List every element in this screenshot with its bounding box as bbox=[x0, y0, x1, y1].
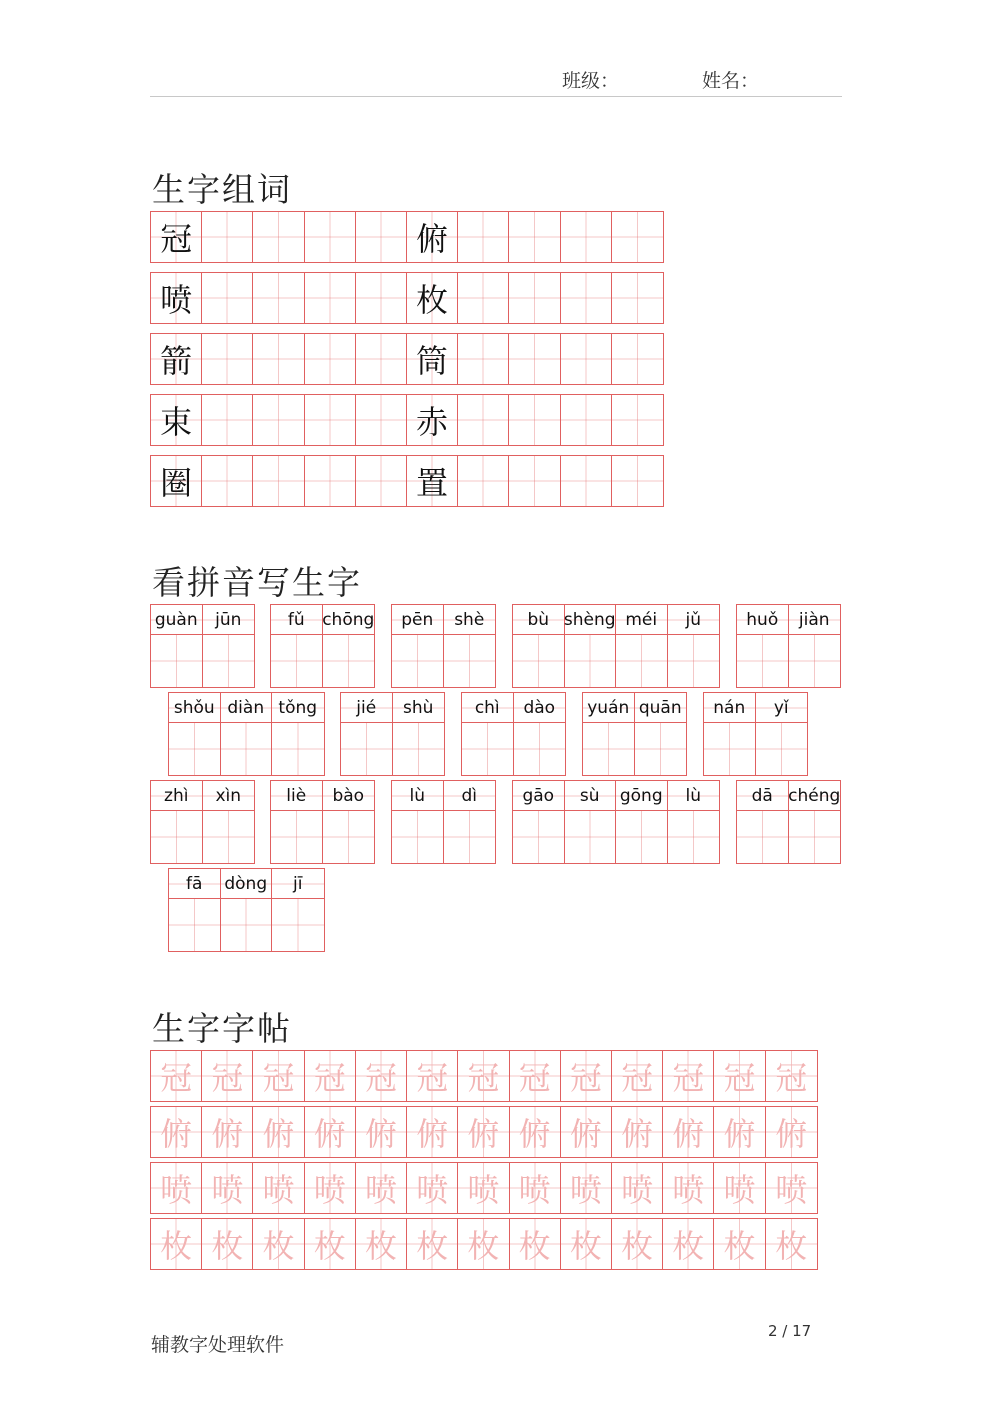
writing-cell[interactable] bbox=[668, 635, 720, 687]
writing-cell[interactable] bbox=[561, 456, 612, 506]
tracing-cell[interactable]: 喷 bbox=[407, 1163, 458, 1213]
pinyin-label: chì bbox=[462, 693, 513, 723]
writing-cell[interactable] bbox=[202, 273, 253, 323]
tracing-cell[interactable]: 冠 bbox=[151, 1051, 202, 1101]
writing-cell[interactable] bbox=[513, 811, 564, 863]
tracing-cell[interactable]: 喷 bbox=[253, 1163, 304, 1213]
writing-cell[interactable] bbox=[169, 899, 220, 951]
tracing-cell[interactable]: 枚 bbox=[356, 1219, 407, 1269]
writing-cell[interactable] bbox=[151, 212, 202, 262]
tracing-cell[interactable]: 喷 bbox=[510, 1163, 561, 1213]
writing-cell[interactable] bbox=[323, 811, 375, 863]
word-building-row bbox=[150, 272, 664, 324]
pinyin-column bbox=[271, 781, 323, 863]
pinyin-label: shǒu bbox=[169, 693, 220, 723]
writing-cell[interactable] bbox=[341, 723, 392, 775]
word-building-row bbox=[150, 333, 664, 385]
pinyin-column bbox=[221, 693, 273, 775]
tracing-cell[interactable]: 枚 bbox=[305, 1219, 356, 1269]
pinyin-column bbox=[513, 605, 565, 687]
writing-cell[interactable] bbox=[272, 899, 324, 951]
pinyin-label: zhì bbox=[151, 781, 202, 811]
tracing-cell[interactable]: 枚 bbox=[766, 1219, 817, 1269]
tracing-cell[interactable]: 枚 bbox=[612, 1219, 663, 1269]
pinyin-column bbox=[704, 693, 756, 775]
writing-cell[interactable] bbox=[561, 212, 612, 262]
pinyin-label: jié bbox=[341, 693, 392, 723]
pinyin-label: pēn bbox=[392, 605, 443, 635]
writing-cell[interactable] bbox=[253, 273, 304, 323]
pinyin-column bbox=[393, 693, 445, 775]
tracing-cell[interactable]: 俯 bbox=[458, 1107, 509, 1157]
pinyin-label: xìn bbox=[203, 781, 255, 811]
pinyin-column bbox=[756, 693, 808, 775]
pinyin-label: bù bbox=[513, 605, 564, 635]
pinyin-column bbox=[789, 605, 841, 687]
writing-cell[interactable] bbox=[509, 456, 560, 506]
pinyin-column bbox=[392, 605, 444, 687]
tracing-cell[interactable]: 俯 bbox=[766, 1107, 817, 1157]
tracing-cell[interactable]: 俯 bbox=[407, 1107, 458, 1157]
pinyin-column bbox=[151, 781, 203, 863]
writing-cell[interactable] bbox=[151, 395, 202, 445]
pinyin-column bbox=[272, 869, 324, 951]
writing-cell[interactable] bbox=[583, 723, 634, 775]
pinyin-label: fǔ bbox=[271, 605, 322, 635]
pinyin-label: sù bbox=[565, 781, 616, 811]
tracing-cell[interactable]: 喷 bbox=[305, 1163, 356, 1213]
writing-cell[interactable] bbox=[458, 395, 509, 445]
writing-cell[interactable] bbox=[202, 395, 253, 445]
writing-cell[interactable] bbox=[509, 334, 560, 384]
character: 圈 bbox=[160, 464, 193, 502]
pinyin-group bbox=[150, 780, 255, 864]
writing-cell[interactable] bbox=[789, 635, 841, 687]
pinyin-group bbox=[582, 692, 687, 776]
writing-cell[interactable] bbox=[305, 212, 356, 262]
writing-cell[interactable] bbox=[356, 395, 407, 445]
pinyin-label: shù bbox=[393, 693, 445, 723]
pinyin-column bbox=[203, 781, 255, 863]
pinyin-group bbox=[340, 692, 445, 776]
writing-cell[interactable] bbox=[151, 334, 202, 384]
writing-cell[interactable] bbox=[305, 456, 356, 506]
pinyin-column bbox=[635, 693, 687, 775]
character: 赤 bbox=[416, 403, 449, 441]
pinyin-label: dòng bbox=[221, 869, 272, 899]
pinyin-column bbox=[616, 781, 668, 863]
writing-cell[interactable] bbox=[151, 273, 202, 323]
tracing-cell[interactable]: 冠 bbox=[356, 1051, 407, 1101]
tracing-cell[interactable]: 冠 bbox=[612, 1051, 663, 1101]
pinyin-label: chéng bbox=[789, 781, 841, 811]
writing-cell[interactable] bbox=[509, 395, 560, 445]
tracing-cell[interactable]: 俯 bbox=[663, 1107, 714, 1157]
copybook-row bbox=[150, 1218, 818, 1270]
writing-cell[interactable] bbox=[407, 456, 458, 506]
writing-cell[interactable] bbox=[169, 723, 220, 775]
tracing-cell[interactable]: 枚 bbox=[561, 1219, 612, 1269]
tracing-cell[interactable]: 俯 bbox=[612, 1107, 663, 1157]
tracing-cell[interactable]: 俯 bbox=[305, 1107, 356, 1157]
section-title-copybook: 生字字帖 bbox=[152, 1009, 292, 1048]
writing-cell[interactable] bbox=[407, 334, 458, 384]
pinyin-label: lù bbox=[668, 781, 720, 811]
writing-cell[interactable] bbox=[514, 723, 566, 775]
pinyin-label: huǒ bbox=[737, 605, 788, 635]
character: 喷 bbox=[160, 281, 193, 319]
tracing-cell[interactable]: 冠 bbox=[714, 1051, 765, 1101]
writing-cell[interactable] bbox=[509, 273, 560, 323]
tracing-cell[interactable]: 枚 bbox=[407, 1219, 458, 1269]
writing-cell[interactable] bbox=[202, 212, 253, 262]
character: 冠 bbox=[160, 220, 193, 258]
writing-cell[interactable] bbox=[202, 334, 253, 384]
tracing-cell[interactable]: 枚 bbox=[253, 1219, 304, 1269]
pinyin-column bbox=[514, 693, 566, 775]
section-title-word-building: 生字组词 bbox=[152, 170, 292, 209]
section-title-pinyin: 看拼音写生字 bbox=[152, 563, 362, 602]
pinyin-label: shè bbox=[444, 605, 496, 635]
writing-cell[interactable] bbox=[737, 811, 788, 863]
writing-cell[interactable] bbox=[305, 334, 356, 384]
writing-cell[interactable] bbox=[392, 635, 443, 687]
writing-cell[interactable] bbox=[565, 635, 616, 687]
writing-cell[interactable] bbox=[612, 273, 663, 323]
tracing-cell[interactable]: 俯 bbox=[510, 1107, 561, 1157]
pinyin-label: jiàn bbox=[789, 605, 841, 635]
tracing-cell[interactable]: 俯 bbox=[356, 1107, 407, 1157]
pinyin-column bbox=[271, 605, 323, 687]
pinyin-label: bào bbox=[323, 781, 375, 811]
writing-cell[interactable] bbox=[561, 273, 612, 323]
writing-cell[interactable] bbox=[203, 811, 255, 863]
tracing-cell[interactable]: 冠 bbox=[766, 1051, 817, 1101]
header-divider bbox=[150, 96, 842, 97]
tracing-cell[interactable]: 喷 bbox=[356, 1163, 407, 1213]
class-label: 班级： bbox=[562, 70, 620, 92]
writing-cell[interactable] bbox=[271, 635, 322, 687]
pinyin-column bbox=[323, 605, 375, 687]
writing-cell[interactable] bbox=[444, 635, 496, 687]
pinyin-group bbox=[512, 604, 720, 688]
pinyin-column bbox=[444, 605, 496, 687]
tracing-cell[interactable]: 冠 bbox=[458, 1051, 509, 1101]
writing-cell[interactable] bbox=[513, 635, 564, 687]
pinyin-label: yǐ bbox=[756, 693, 808, 723]
character: 束 bbox=[160, 403, 193, 441]
pinyin-column bbox=[203, 605, 255, 687]
writing-cell[interactable] bbox=[407, 395, 458, 445]
tracing-cell[interactable]: 俯 bbox=[202, 1107, 253, 1157]
copybook-row bbox=[150, 1162, 818, 1214]
pinyin-label: dào bbox=[514, 693, 566, 723]
pinyin-label: liè bbox=[271, 781, 322, 811]
writing-cell[interactable] bbox=[458, 334, 509, 384]
pinyin-column bbox=[668, 781, 720, 863]
tracing-cell[interactable]: 俯 bbox=[561, 1107, 612, 1157]
writing-cell[interactable] bbox=[612, 212, 663, 262]
pinyin-label: shèng bbox=[565, 605, 616, 635]
tracing-cell[interactable]: 冠 bbox=[253, 1051, 304, 1101]
writing-cell[interactable] bbox=[704, 723, 755, 775]
pinyin-label: méi bbox=[616, 605, 667, 635]
pinyin-column bbox=[221, 869, 273, 951]
pinyin-label: guàn bbox=[151, 605, 202, 635]
tracing-cell[interactable]: 喷 bbox=[151, 1163, 202, 1213]
pinyin-column bbox=[169, 869, 221, 951]
pinyin-group bbox=[270, 604, 375, 688]
pinyin-label: jī bbox=[272, 869, 324, 899]
tracing-cell[interactable]: 喷 bbox=[202, 1163, 253, 1213]
word-building-row bbox=[150, 211, 664, 263]
footer-software-name: 辅教字处理软件 bbox=[151, 1334, 285, 1356]
pinyin-group bbox=[736, 780, 841, 864]
pinyin-label: dā bbox=[737, 781, 788, 811]
tracing-cell[interactable]: 冠 bbox=[305, 1051, 356, 1101]
writing-cell[interactable] bbox=[462, 723, 513, 775]
writing-cell[interactable] bbox=[565, 811, 616, 863]
pinyin-group bbox=[461, 692, 566, 776]
name-label: 姓名： bbox=[702, 70, 760, 92]
tracing-cell[interactable]: 冠 bbox=[561, 1051, 612, 1101]
pinyin-column bbox=[737, 605, 789, 687]
tracing-cell[interactable]: 枚 bbox=[510, 1219, 561, 1269]
writing-cell[interactable] bbox=[444, 811, 496, 863]
tracing-cell[interactable]: 喷 bbox=[612, 1163, 663, 1213]
writing-cell[interactable] bbox=[203, 635, 255, 687]
writing-cell[interactable] bbox=[393, 723, 445, 775]
tracing-cell[interactable]: 冠 bbox=[510, 1051, 561, 1101]
character: 箭 bbox=[160, 342, 193, 380]
tracing-cell[interactable]: 枚 bbox=[663, 1219, 714, 1269]
writing-cell[interactable] bbox=[737, 635, 788, 687]
writing-cell[interactable] bbox=[458, 273, 509, 323]
pinyin-group bbox=[736, 604, 841, 688]
word-building-row bbox=[150, 455, 664, 507]
tracing-cell[interactable]: 枚 bbox=[714, 1219, 765, 1269]
copybook-row bbox=[150, 1106, 818, 1158]
writing-cell[interactable] bbox=[221, 723, 272, 775]
pinyin-group bbox=[391, 604, 496, 688]
writing-cell[interactable] bbox=[253, 395, 304, 445]
pinyin-group bbox=[150, 604, 255, 688]
pinyin-column bbox=[668, 605, 720, 687]
writing-cell[interactable] bbox=[253, 456, 304, 506]
tracing-cell[interactable]: 俯 bbox=[253, 1107, 304, 1157]
writing-cell[interactable] bbox=[756, 723, 808, 775]
page-number: 2 / 17 bbox=[768, 1322, 812, 1340]
pinyin-label: nán bbox=[704, 693, 755, 723]
writing-cell[interactable] bbox=[789, 811, 841, 863]
writing-cell[interactable] bbox=[151, 635, 202, 687]
writing-cell[interactable] bbox=[561, 334, 612, 384]
writing-cell[interactable] bbox=[668, 811, 720, 863]
writing-cell[interactable] bbox=[356, 212, 407, 262]
writing-cell[interactable] bbox=[271, 811, 322, 863]
pinyin-column bbox=[444, 781, 496, 863]
tracing-cell[interactable]: 俯 bbox=[714, 1107, 765, 1157]
writing-cell[interactable] bbox=[612, 456, 663, 506]
pinyin-label: gāo bbox=[513, 781, 564, 811]
pinyin-column bbox=[392, 781, 444, 863]
character: 俯 bbox=[416, 220, 449, 258]
pinyin-column bbox=[583, 693, 635, 775]
pinyin-column bbox=[789, 781, 841, 863]
character: 筒 bbox=[416, 342, 449, 380]
pinyin-column bbox=[565, 605, 617, 687]
writing-cell[interactable] bbox=[272, 723, 324, 775]
pinyin-column bbox=[513, 781, 565, 863]
writing-cell[interactable] bbox=[221, 899, 272, 951]
pinyin-label: dì bbox=[444, 781, 496, 811]
character: 置 bbox=[416, 464, 449, 502]
pinyin-label: lù bbox=[392, 781, 443, 811]
tracing-cell[interactable]: 枚 bbox=[458, 1219, 509, 1269]
word-building-row bbox=[150, 394, 664, 446]
pinyin-column bbox=[341, 693, 393, 775]
writing-cell[interactable] bbox=[305, 273, 356, 323]
pinyin-column bbox=[151, 605, 203, 687]
writing-cell[interactable] bbox=[561, 395, 612, 445]
writing-cell[interactable] bbox=[253, 212, 304, 262]
writing-cell[interactable] bbox=[356, 273, 407, 323]
writing-cell[interactable] bbox=[458, 212, 509, 262]
writing-cell[interactable] bbox=[356, 334, 407, 384]
pinyin-label: jūn bbox=[203, 605, 255, 635]
copybook-row bbox=[150, 1050, 818, 1102]
pinyin-label: quān bbox=[635, 693, 687, 723]
pinyin-group bbox=[168, 692, 325, 776]
writing-cell[interactable] bbox=[392, 811, 443, 863]
writing-cell[interactable] bbox=[509, 212, 560, 262]
tracing-cell[interactable]: 喷 bbox=[766, 1163, 817, 1213]
tracing-cell[interactable]: 喷 bbox=[714, 1163, 765, 1213]
pinyin-column bbox=[272, 693, 324, 775]
writing-cell[interactable] bbox=[407, 212, 458, 262]
pinyin-label: fā bbox=[169, 869, 220, 899]
pinyin-label: chōng bbox=[323, 605, 375, 635]
writing-cell[interactable] bbox=[305, 395, 356, 445]
pinyin-group bbox=[391, 780, 496, 864]
tracing-cell[interactable]: 俯 bbox=[151, 1107, 202, 1157]
tracing-cell[interactable]: 喷 bbox=[663, 1163, 714, 1213]
pinyin-group bbox=[168, 868, 325, 952]
pinyin-label: gōng bbox=[616, 781, 667, 811]
writing-cell[interactable] bbox=[323, 635, 375, 687]
pinyin-column bbox=[462, 693, 514, 775]
pinyin-label: jǔ bbox=[668, 605, 720, 635]
writing-cell[interactable] bbox=[616, 635, 667, 687]
writing-cell[interactable] bbox=[151, 811, 202, 863]
writing-cell[interactable] bbox=[253, 334, 304, 384]
tracing-cell[interactable]: 喷 bbox=[561, 1163, 612, 1213]
tracing-cell[interactable]: 喷 bbox=[458, 1163, 509, 1213]
pinyin-group bbox=[703, 692, 808, 776]
pinyin-column bbox=[565, 781, 617, 863]
pinyin-label: tǒng bbox=[272, 693, 324, 723]
pinyin-group bbox=[512, 780, 720, 864]
writing-cell[interactable] bbox=[612, 395, 663, 445]
tracing-cell[interactable]: 冠 bbox=[202, 1051, 253, 1101]
writing-cell[interactable] bbox=[151, 456, 202, 506]
writing-cell[interactable] bbox=[202, 456, 253, 506]
writing-cell[interactable] bbox=[407, 273, 458, 323]
tracing-cell[interactable]: 冠 bbox=[663, 1051, 714, 1101]
writing-cell[interactable] bbox=[616, 811, 667, 863]
pinyin-column bbox=[169, 693, 221, 775]
pinyin-column bbox=[737, 781, 789, 863]
pinyin-label: diàn bbox=[221, 693, 272, 723]
tracing-cell[interactable]: 枚 bbox=[202, 1219, 253, 1269]
writing-cell[interactable] bbox=[356, 456, 407, 506]
writing-cell[interactable] bbox=[458, 456, 509, 506]
pinyin-label: yuán bbox=[583, 693, 634, 723]
pinyin-group bbox=[270, 780, 375, 864]
tracing-cell[interactable]: 枚 bbox=[151, 1219, 202, 1269]
tracing-cell[interactable]: 冠 bbox=[407, 1051, 458, 1101]
writing-cell[interactable] bbox=[635, 723, 687, 775]
writing-cell[interactable] bbox=[612, 334, 663, 384]
character: 枚 bbox=[416, 281, 449, 319]
pinyin-column bbox=[323, 781, 375, 863]
pinyin-column bbox=[616, 605, 668, 687]
